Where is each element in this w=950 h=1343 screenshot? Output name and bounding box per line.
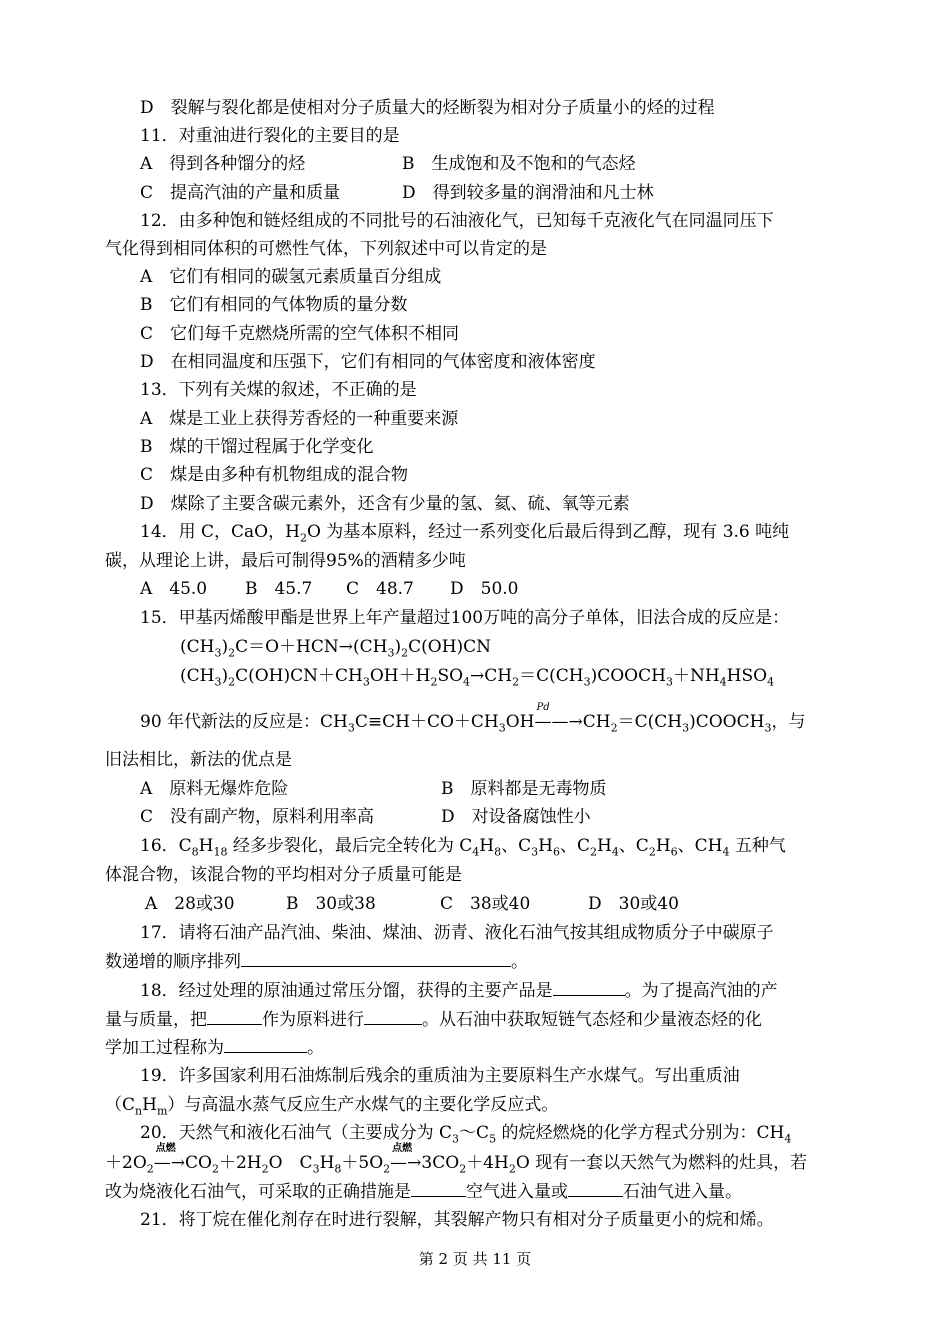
q18-text-3: 量与质量，把 bbox=[105, 1010, 207, 1030]
q11-option-a: A 得到各种馏分的烃 bbox=[140, 154, 306, 174]
q17-stem-text: 数递增的顺序排列 bbox=[105, 952, 241, 972]
q15-option-a: A 原料无爆炸危险 bbox=[140, 779, 289, 799]
q17-answer-blank[interactable] bbox=[241, 950, 511, 967]
pd-arrow: Pd ——→ bbox=[535, 711, 583, 733]
q16-option-c: C 38或40 bbox=[440, 894, 531, 914]
q15-equation-1: $(CH_3)_2C=O+HCN\to(CH_3)_2C(OH)CN$ bbox=[180, 637, 492, 660]
q13-option-b: B 煤的干馏过程属于化学变化 bbox=[140, 437, 374, 457]
q14-option-b: B 45.7 bbox=[245, 579, 313, 599]
q13-option-d: D 煤除了主要含碳元素外，还含有少量的氢、氦、硫、氧等元素 bbox=[140, 494, 630, 514]
q18-text-1: 18．经过处理的原油通过常压分馏，获得的主要产品是 bbox=[140, 981, 553, 1001]
q16-option-d: D 30或40 bbox=[588, 894, 679, 914]
q14-option-d: D 50.0 bbox=[450, 579, 519, 599]
q20-stem-tail: 现有一套以天然气为燃料的灶具，若 bbox=[535, 1153, 808, 1173]
q18-line3 bbox=[105, 1036, 847, 1059]
ignite-arrow-2: 点燃 —→ bbox=[390, 1152, 421, 1174]
q18-blank-2[interactable] bbox=[207, 1008, 262, 1025]
q18-line2 bbox=[105, 1008, 847, 1031]
q16-stem-line1: 16．$C_8H_{18}$ 经多步裂化，最后完全转化为 $C_4H_8$、$C_3H_6$、$C_2H_4$、$C_2H_6$、$CH_4$ 五种气 bbox=[140, 836, 786, 859]
q18-text-7: 。 bbox=[307, 1038, 324, 1058]
q13-option-a: A 煤是工业上获得芳香烃的一种重要来源 bbox=[140, 409, 459, 429]
q20-text-c: 石油气进入量。 bbox=[623, 1182, 742, 1202]
q16-stem-line2: 体混合物，该混合物的平均相对分子质量可能是 bbox=[105, 865, 462, 885]
q18-text-5: 。从石油中获取短链气态烃和少量液态烃的化 bbox=[422, 1010, 762, 1030]
q20-stem-line3 bbox=[105, 1180, 847, 1203]
q18-text-6: 学加工过程称为 bbox=[105, 1038, 224, 1058]
q16-option-b: B 30或38 bbox=[286, 894, 376, 914]
q11-option-c: C 提高汽油的产量和质量 bbox=[140, 183, 341, 203]
q14-stem-line1: 14．用 C，CaO，$H_2O$ 为基本原料，经过一系列变化后最后得到乙醇，现有 3.6 吨纯 bbox=[140, 522, 790, 545]
q20-stem-line1: 20．天然气和液化石油气（主要成分为 $C_3\sim C_5$ 的烷烃燃烧的化学方程式分别为：$CH_4$ bbox=[140, 1123, 792, 1146]
q12-option-b: B 它们有相同的气体物质的量分数 bbox=[140, 295, 408, 315]
q19-stem-tail: 与高温水蒸气反应生产水煤气的主要化学反应式。 bbox=[184, 1095, 559, 1115]
q18-blank-3[interactable] bbox=[364, 1008, 422, 1025]
q20-text-b: 空气进入量或 bbox=[466, 1182, 568, 1202]
q18-text-4: 作为原料进行 bbox=[262, 1010, 364, 1030]
q18-text-2: 。为了提高汽油的产 bbox=[624, 981, 778, 1001]
q15-new-method: 90 年代新法的反应是：$CH_3C\equiv CH+CO+CH_3OH$ Pd $——\to CH_2=C(CH_3)COOCH_3$，与 bbox=[140, 711, 847, 733]
q20-stem-line2: $+2O_2$ 点燃 $—\to CO_2+2H_2O$ $C_3H_8+5O_2$ 点燃 $—\to 3CO_2+4H_2O$ 现有一套以天然气为燃料的灶具，若 bbox=[105, 1152, 847, 1174]
q17-stem-line2: 数递增的顺序排列 。 bbox=[105, 952, 528, 972]
q15-stem: 15．甲基丙烯酸甲酯是世界上年产量超过100万吨的高分子单体，旧法合成的反应是： bbox=[140, 608, 790, 628]
pd-catalyst-label: Pd bbox=[536, 702, 550, 713]
q21-stem: 21．将丁烷在催化剂存在时进行裂解，其裂解产物只有相对分子质量更小的烷和烯。 bbox=[140, 1210, 774, 1230]
q13-option-c: C 煤是由多种有机物组成的混合物 bbox=[140, 465, 409, 485]
q15-option-d: D 对设备腐蚀性小 bbox=[441, 807, 591, 827]
ignite-arrow-1: 点燃 —→ bbox=[154, 1152, 185, 1174]
ignite-label-1: 点燃 bbox=[155, 1143, 176, 1154]
q18-line1 bbox=[140, 979, 847, 1002]
q14-stem-line2: 碳，从理论上讲，最后可制得95%的酒精多少吨 bbox=[105, 551, 466, 571]
q20-blank-1[interactable] bbox=[411, 1180, 466, 1197]
q11-option-b: B 生成饱和及不饱和的气态烃 bbox=[402, 154, 636, 174]
q11-option-d: D 得到较多量的润滑油和凡士林 bbox=[402, 183, 654, 203]
q12-option-c: C 它们每千克燃烧所需的空气体积不相同 bbox=[140, 324, 460, 344]
q12-option-a: A 它们有相同的碳氢元素质量百分组成 bbox=[140, 267, 442, 287]
q10-option-d: D 裂解与裂化都是使相对分子质量大的烃断裂为相对分子质量小的烃的过程 bbox=[140, 98, 715, 118]
q11-stem: 11．对重油进行裂化的主要目的是 bbox=[140, 126, 400, 146]
q15-option-c: C 没有副产物，原料利用率高 bbox=[140, 807, 375, 827]
q13-stem: 13．下列有关煤的叙述，不正确的是 bbox=[140, 380, 417, 400]
q19-stem-line2: $(C_nH_m)$与高温水蒸气反应生产水煤气的主要化学反应式。 bbox=[105, 1095, 559, 1118]
ignite-label-2: 点燃 bbox=[392, 1143, 413, 1154]
page-footer: 第 2 页 共 11 页 bbox=[418, 1250, 532, 1268]
q12-stem-line1: 12．由多种饱和链烃组成的不同批号的石油液化气，已知每千克液化气在同温同压下 bbox=[140, 211, 774, 231]
q20-text-a: 改为烧液化石油气，可采取的正确措施是 bbox=[105, 1182, 411, 1202]
q14-option-a: A 45.0 bbox=[140, 579, 208, 599]
q15-equation-2: $(CH_3)_2C(OH)CN+CH_3OH+H_2SO_4\to CH_2=C(CH_3)COOCH_3+NH_4HSO_4$ bbox=[180, 666, 775, 689]
q14-option-c: C 48.7 bbox=[346, 579, 414, 599]
q15-stem-tail: 旧法相比，新法的优点是 bbox=[105, 750, 292, 770]
q12-option-d: D 在相同温度和压强下，它们有相同的气体密度和液体密度 bbox=[140, 352, 596, 372]
q19-stem-line1: 19．许多国家利用石油炼制后残余的重质油为主要原料生产水煤气。写出重质油 bbox=[140, 1066, 740, 1086]
q16-option-a: A 28或30 bbox=[145, 894, 235, 914]
q18-blank-1[interactable] bbox=[553, 979, 625, 996]
q17-stem-line1: 17．请将石油产品汽油、柴油、煤油、沥青、液化石油气按其组成物质分子中碳原子 bbox=[140, 923, 774, 943]
q18-blank-4[interactable] bbox=[224, 1036, 307, 1053]
q15-option-b: B 原料都是无毒物质 bbox=[441, 779, 607, 799]
q12-stem-line2: 气化得到相同体积的可燃性气体，下列叙述中可以肯定的是 bbox=[105, 239, 547, 259]
q20-blank-2[interactable] bbox=[568, 1180, 623, 1197]
